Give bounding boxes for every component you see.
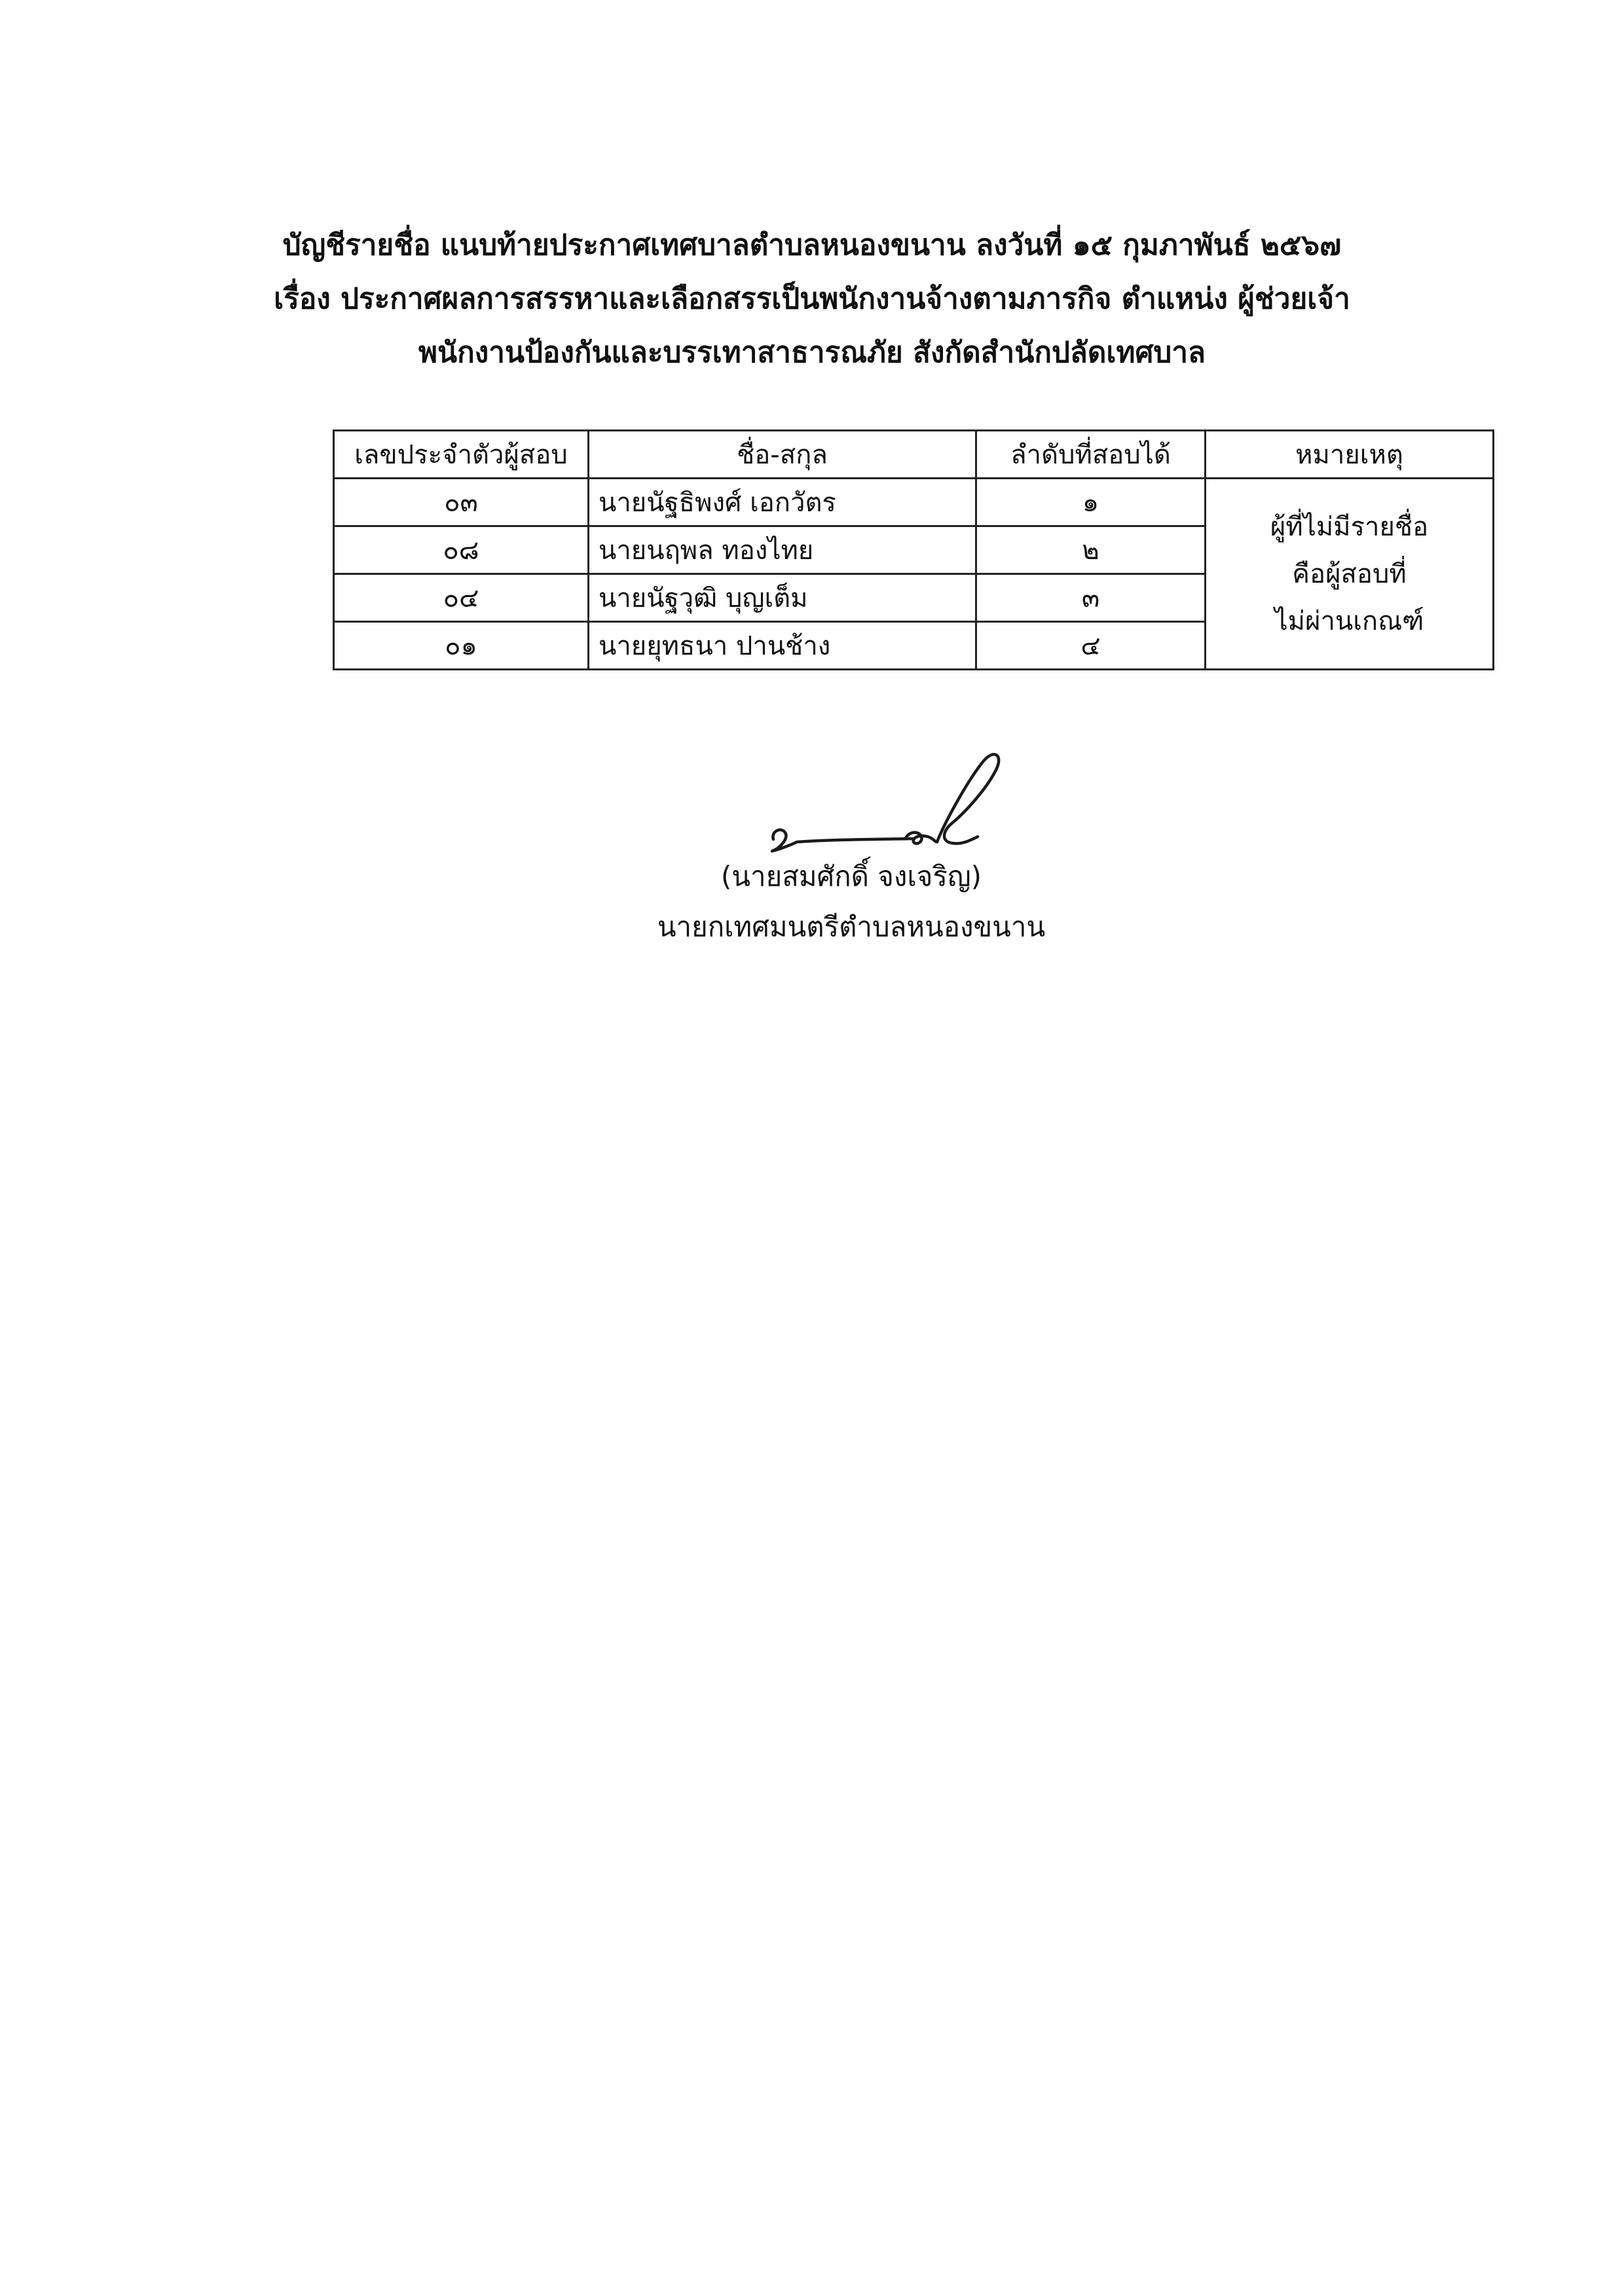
candidate-id: ๐๘: [334, 526, 589, 574]
candidate-id: ๐๓: [334, 479, 589, 526]
handwritten-signature: [756, 727, 1005, 858]
candidate-rank: ๔: [976, 622, 1206, 670]
header-rank: ลำดับที่สอบได้: [976, 431, 1206, 479]
candidate-id: ๐๑: [334, 622, 589, 670]
candidate-rank: ๒: [976, 526, 1206, 574]
remarks-line-1: ผู้ที่ไม่มีรายชื่อ: [1270, 511, 1429, 542]
table-header-row: [334, 431, 1494, 479]
remarks-cell: [1206, 479, 1494, 670]
remarks-line-2: คือผู้สอบที่: [1292, 558, 1407, 589]
signer-name: (นายสมศักดิ์ จงเจริญ): [720, 860, 982, 892]
announcement-title-line-1: บัญชีรายชื่อ แนบท้ายประกาศเทศบาลตำบลหนองขนาน ลงวันที่ ๑๕ กุมภาพันธ์ ๒๕๖๗: [282, 228, 1342, 262]
announcement-title-line-3: พนักงานป้องกันและบรรเทาสาธารณภัย สังกัดสำนักปลัดเทศบาล: [418, 336, 1206, 369]
candidate-name: นายนัฐธิพงศ์ เอกวัตร: [589, 479, 976, 526]
header-remarks: หมายเหตุ: [1206, 431, 1494, 479]
signer-title: นายกเทศมนตรีตำบลหนองขนาน: [657, 911, 1046, 943]
remarks-line-3: ไม่ผ่านเกณฑ์: [1274, 606, 1424, 636]
announcement-title-line-2: เรื่อง ประกาศผลการสรรหาและเลือกสรรเป็นพนักงานจ้างตามภารกิจ ตำแหน่ง ผู้ช่วยเจ้า: [274, 282, 1350, 316]
candidate-rank: ๑: [976, 479, 1206, 526]
candidate-rank: ๓: [976, 574, 1206, 622]
candidate-name: นายยุทธนา ปานช้าง: [589, 622, 976, 670]
candidate-name: นายนฤพล ทองไทย: [589, 526, 976, 574]
header-candidate-id: เลขประจำตัวผู้สอบ: [334, 431, 589, 479]
candidate-id: ๐๔: [334, 574, 589, 622]
table-row: [334, 479, 1494, 526]
results-table: [333, 429, 1494, 670]
header-full-name: ชื่อ-สกุล: [589, 431, 976, 479]
candidate-name: นายนัฐวุฒิ บุญเต็ม: [589, 574, 976, 622]
